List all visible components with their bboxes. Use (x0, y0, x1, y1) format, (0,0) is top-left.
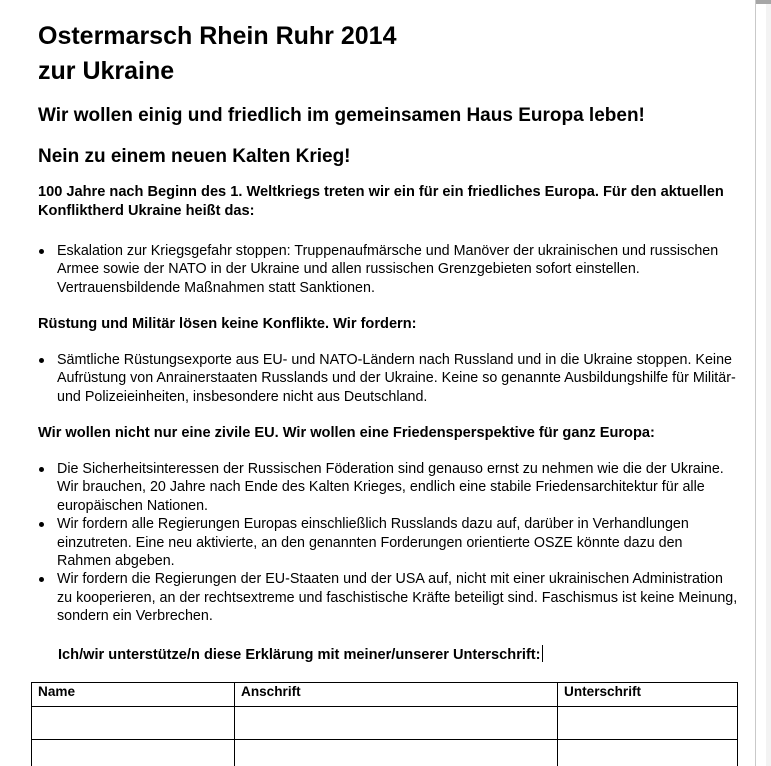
list-item: Sämtliche Rüstungsexporte aus EU- und NATO-Ländern nach Russland und in die Ukraine stoppen. Keine Aufrüstung von Anrainerstaaten Russlands und der Ukraine. Keine so genannte Ausbildungshilfe für Militär- und Polizeieinheiten, insbesondere nicht aus Deutschland. (38, 351, 738, 406)
name-cell[interactable] (32, 707, 235, 740)
signature-text: Ich/wir unterstütze/n diese Erklärung mit meiner/unserer Unterschrift: (58, 647, 541, 663)
demands-list-3 (38, 460, 738, 626)
column-header-name: Name (32, 683, 235, 707)
demands-list-1 (38, 242, 738, 297)
list-item: Wir fordern alle Regierungen Europas einschließlich Russlands dazu auf, darüber in Verhandlungen einzutreten. Eine neu aktivierte, an den genannten Forderungen orientierte OSZE könnte dazu den Rahmen abgeben. (38, 515, 738, 570)
page-edge (755, 0, 756, 766)
name-cell[interactable] (32, 740, 235, 766)
title-line-1: Ostermarsch Rhein Ruhr 2014 (38, 22, 397, 50)
column-header-address: Anschrift (235, 683, 558, 707)
signature-cell[interactable] (558, 707, 738, 740)
signature-statement (58, 645, 543, 665)
corner-mark (756, 0, 771, 4)
column-header-signature: Unterschrift (558, 683, 738, 707)
signature-table (31, 682, 738, 766)
demands-list-2 (38, 351, 738, 406)
heading-cold-war: Nein zu einem neuen Kalten Krieg! (38, 146, 351, 167)
section-heading-armament: Rüstung und Militär lösen keine Konflikte. Wir fordern: (38, 316, 417, 332)
list-item: Die Sicherheitsinteressen der Russischen Föderation sind genauso ernst zu nehmen wie die der Ukraine. Wir brauchen, 20 Jahre nach Ende des Kalten Krieges, endlich eine stabile Friedensarchitektur für alle europäischen Nationen. (38, 460, 738, 515)
address-cell[interactable] (235, 707, 558, 740)
list-item: Wir fordern die Regierungen der EU-Staaten und der USA auf, nicht mit einer ukrainischen Administration zu kooperieren, an der rechtsextreme und faschistische Kräfte beteiligt sind. Faschismus ist keine Meinung, sondern ein Verbrechen. (38, 570, 738, 625)
table-row (32, 707, 738, 740)
table-header-row (32, 683, 738, 707)
list-item: Eskalation zur Kriegsgefahr stoppen: Truppenaufmärsche und Manöver der ukrainischen und russischen Armee sowie der NATO in der Ukraine und allen russischen Grenzgebieten sofort einstellen. Vertrauensbildende Maßnahmen statt Sanktionen. (38, 242, 738, 297)
text-cursor (542, 645, 543, 662)
intro-paragraph: 100 Jahre nach Beginn des 1. Weltkriegs treten wir ein für ein friedliches Europa. Für den aktuellen Konfliktherd Ukraine heißt das: (38, 184, 724, 219)
scroll-gutter (766, 0, 771, 766)
heading-europe: Wir wollen einig und friedlich im gemeinsamen Haus Europa leben! (38, 105, 645, 126)
signature-cell[interactable] (558, 740, 738, 766)
address-cell[interactable] (235, 740, 558, 766)
document-title (38, 19, 396, 89)
title-line-2: zur Ukraine (38, 57, 175, 85)
section-heading-peace: Wir wollen nicht nur eine zivile EU. Wir wollen eine Friedensperspektive für ganz Europa: (38, 425, 655, 441)
table-row (32, 740, 738, 766)
